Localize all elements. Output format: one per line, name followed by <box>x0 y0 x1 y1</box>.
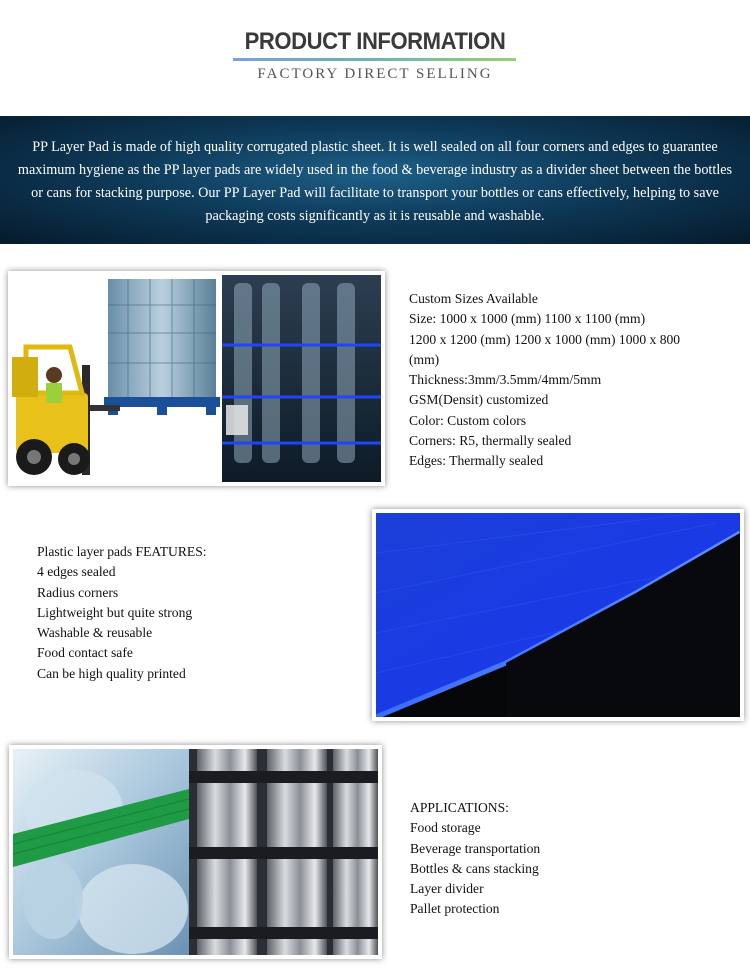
applications-line: Food storage <box>410 820 481 836</box>
applications-line: Layer divider <box>410 881 484 897</box>
features-line: Radius corners <box>37 584 119 600</box>
forklift-pallet-photo <box>8 271 385 486</box>
features-line: Lightweight but quite strong <box>37 604 193 620</box>
page-subtitle: FACTORY DIRECT SELLING <box>257 66 493 82</box>
page-title: PRODUCT INFORMATION <box>244 28 506 55</box>
specs-line: 1200 x 1200 (mm) 1200 x 1000 (mm) 1000 x 800 (mm) <box>409 331 681 367</box>
features-list <box>37 542 357 684</box>
applications-list <box>410 798 710 920</box>
intro-text: PP Layer Pad is made of high quality corrugated plastic sheet. It is well sealed on all four corners and edges to guarantee maximum hygiene as the PP layer pads are widely used in the food & beverage industry as a divider sheet between the bottles or cans for stacking purpose. Our PP Layer Pad will facilitate to transport your bottles or cans effectively, helping to save packaging costs significantly as it is reusable and washable. <box>17 139 733 224</box>
title-underline <box>233 58 516 61</box>
applications-line: Beverage transportation <box>410 840 541 856</box>
specs-line: Custom Sizes Available <box>409 291 538 306</box>
intro-banner <box>0 116 750 244</box>
specs-line: GSM(Densit) customized <box>409 392 549 408</box>
blue-sheet-illustration <box>376 513 740 717</box>
header <box>0 0 750 116</box>
applications-heading: APPLICATIONS: <box>410 800 509 815</box>
specs-line: Color: Custom colors <box>409 412 527 428</box>
forklift-pallet-illustration <box>12 275 381 482</box>
features-line: Washable & reusable <box>37 625 153 641</box>
specs-line: Corners: R5, thermally sealed <box>409 433 572 449</box>
bottles-cans-illustration <box>13 749 378 955</box>
specs-line: Size: 1000 x 1000 (mm) 1100 x 1100 (mm) <box>409 311 646 327</box>
features-line: 4 edges sealed <box>37 564 116 580</box>
applications-line: Bottles & cans stacking <box>410 860 539 876</box>
features-line: Food contact safe <box>37 645 133 661</box>
specs-list <box>409 289 709 472</box>
specs-line: Edges: Thermally sealed <box>409 453 544 469</box>
features-line: Can be high quality printed <box>37 665 186 681</box>
features-heading: Plastic layer pads FEATURES: <box>37 544 207 559</box>
applications-line: Pallet protection <box>410 901 500 917</box>
blue-sheet-photo <box>372 509 744 721</box>
bottles-cans-photo <box>9 745 382 959</box>
specs-line: Thickness:3mm/3.5mm/4mm/5mm <box>409 372 602 388</box>
